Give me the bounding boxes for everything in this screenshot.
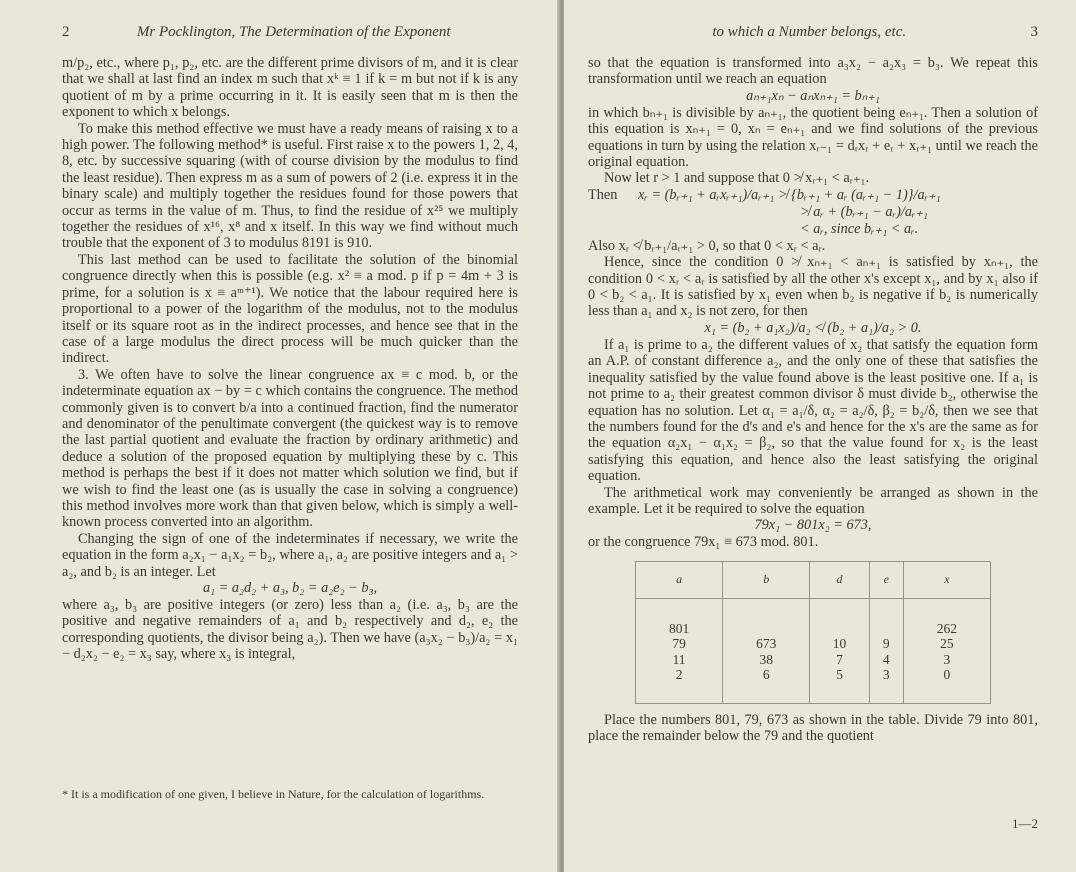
right-equation-3: x₁ = (b₂ + a₁x₂)/a₂ ≮ (b₂ + a₁)/a₂ > 0.: [704, 319, 922, 336]
table-cell: 262: [903, 621, 990, 637]
table-cell: 79: [636, 636, 723, 652]
table-row: [636, 652, 991, 668]
right-equation-2a-text: xᵣ = (bᵣ₊₁ + aᵣxᵣ₊₁)/aᵣ₊₁ ≯ {bᵣ₊₁ + aᵣ (aᵣ₊₁ − 1)}/aᵣ₊₁: [638, 186, 941, 203]
right-paragraph-7: The arithmetical work may conveniently be arranged as shown in the example. Let it be required to solve the equation: [588, 484, 1038, 517]
table-row: [636, 636, 991, 652]
table-cell: 4: [869, 652, 903, 668]
left-paragraph-1: m/p₂, etc., where p₁, p₂, etc. are the different prime divisors of m, and it is clear that we shall at last find an index m such that xᵏ ≡ 1 if k = m but not if k is any quotient of m by a prime occurring in it. It is easily seen that m is then the exponent to which x belongs.: [62, 55, 518, 121]
right-equation-2c-text: < aᵣ, since bᵣ₊₁ < aᵣ.: [800, 220, 919, 237]
table-header-cell: d: [810, 561, 869, 598]
right-paragraph-2: in which bₙ₊₁ is divisible by aₙ₊₁, the quotient being eₙ₊₁. Then a solution of this equation is xₙ₊₁ = 0, xₙ = eₙ₊₁ and we find solutions of the previous equations in turn by using the relation xᵣ₋₁ = dᵣxᵣ + eᵣ + xᵣ₊₁ until we reach the original equation.: [588, 104, 1038, 171]
table-header-cell: e: [869, 561, 903, 598]
right-equation-1: aₙ₊₁xₙ − aₙxₙ₊₁ = bₙ₊₁: [746, 87, 880, 104]
left-paragraph-6: where a₃, b₃ are positive integers (or zero) less than a₂ (i.e. a₃, b₃ are the positive and negative remainders of a₁ and b₂ respectively and d₂, e₂ the corresponding quotients, the divisor being a₂). Then we have (a₃x₂ − b₃)/a₂ = x₁ − d₂x₂ − e₂ = x₃ say, where x₃ is integral,: [62, 597, 518, 663]
left-paragraph-5: Changing the sign of one of the indeterminates if necessary, we write the equation in the form a₂x₁ − a₁x₂ = b₂, where a₁, a₂ are positive integers and a₁ > a₂, and b₂ is an integer. Let: [62, 530, 518, 580]
table-cell: 10: [810, 636, 869, 652]
table-spacer-row: [636, 598, 991, 621]
right-equation-4: 79x₁ − 801x₂ = 673,: [754, 517, 872, 534]
table-cell: 673: [723, 636, 810, 652]
worked-example-table: [635, 561, 991, 704]
table-cell: 11: [636, 652, 723, 668]
table-cell: 25: [903, 636, 990, 652]
right-paragraph-8: or the congruence 79x₁ ≡ 673 mod. 801.: [588, 534, 819, 551]
then-label: Then: [588, 186, 618, 203]
table-cell: [723, 621, 810, 637]
right-page-number: 3: [1030, 24, 1038, 40]
right-paragraph-3: Now let r > 1 and suppose that 0 ≯ xᵣ₊₁ < aᵣ₊₁.: [604, 170, 870, 187]
right-page: [564, 0, 1076, 872]
table-cell: 38: [723, 652, 810, 668]
table-header-row: [636, 561, 991, 598]
right-paragraph-1: so that the equation is transformed into a₃x₂ − a₂x₃ = b₃. We repeat this transformation until we reach an equation: [588, 55, 1038, 88]
left-paragraph-4: 3. We often have to solve the linear congruence ax ≡ c mod. b, or the indeterminate equation ax − by = c which contains the congruence. The method commonly given is to convert b/a into a continued fraction, find the numerator and denominator of the penultimate convergent (the quickest way is to remove the last partial quotient and evaluate the fraction by ordinary arithmetic) and deduce a solution of the proposed equation by multiplying these by c. This method is perhaps the best if it does not matter which solution we find, but if we wish to find the least one (as is usually the case in solving a congruence) this method involves more work than that given below, which is simply a well-known process converted into an algorithm.: [62, 366, 518, 531]
right-paragraph-9: Place the numbers 801, 79, 673 as shown in the table. Divide 79 into 801, place the remainder below the 79 and the quotient: [588, 711, 1038, 745]
right-equation-2b-text: ≯ aᵣ + (bᵣ₊₁ − aᵣ)/aᵣ₊₁: [800, 203, 929, 220]
right-equation-2c: [588, 221, 1038, 238]
table-cell: 0: [903, 667, 990, 703]
left-paragraph-3: This last method can be used to facilitate the solution of the binomial congruence directly when this is possible (e.g. x² ≡ a mod. p if p = 4m + 3 is prime, for a solution is x ≡ aᵐ⁺¹). We notice that the labour required here is proportional to a power of the logarithm of the modulus, not to the modulus itself or its square root as in the indirect processes, and hence see that in the case of a large modulus the direct process will be much quicker than the indirect.: [62, 251, 518, 367]
table-cell: 2: [636, 667, 723, 703]
table-cell: 6: [723, 667, 810, 703]
left-running-head: Mr Pocklington, The Determination of the Exponent: [136, 24, 451, 40]
signature-mark: 1—2: [1012, 816, 1038, 831]
left-equation-1: a₁ = a₂d₂ + a₃, b₂ = a₂e₂ − b₃,: [202, 580, 378, 596]
left-header: [62, 24, 518, 44]
footnote: * It is a modification of one given, I believe in Nature, for the calculation of logarithms.: [62, 787, 485, 801]
right-equation-2b: [588, 204, 1038, 221]
table-cell: 3: [903, 652, 990, 668]
table-cell: [810, 621, 869, 637]
table-cell: 9: [869, 636, 903, 652]
table-cell: 801: [636, 621, 723, 637]
table-cell: 3: [869, 667, 903, 703]
table-header-cell: a: [636, 561, 723, 598]
right-running-head: to which a Number belongs, etc.: [712, 24, 907, 40]
right-paragraph-6: If a₁ is prime to a₂ the different values of x₂ that satisfy the equation form an A.P. of constant difference a₂, and the only one of these that satisfies the inequality satisfied by the value found above is the least positive one. If a₁ is not prime to a₂ their greatest common divisor δ must divide b₂, otherwise the equation has no solution. Let α₁ = a₁/δ, α₂ = a₂/δ, β₂ = b₂/δ, then we see that the numbers found for the d's and e's and hence for the x's are the same as for the equation α₂x₁ − α₁x₂ = β₂, so that the value found for x₂ is the least satisfying this equation, and hence also the least satisfying the original equation.: [588, 336, 1038, 485]
table-row: [636, 667, 991, 703]
table-cell: 7: [810, 652, 869, 668]
table-header-cell: b: [723, 561, 810, 598]
left-page-number: 2: [62, 24, 70, 40]
right-header: [588, 24, 1038, 44]
table-header-cell: x: [903, 561, 990, 598]
table-cell: 5: [810, 667, 869, 703]
table-cell: [869, 621, 903, 637]
right-paragraph-5: Hence, since the condition 0 ≯ xₙ₊₁ < aₙ₊₁ is satisfied by xₙ₊₁, the condition 0 < xᵣ < aᵣ is satisfied by all the other x's except x₁, and by x₁ also if 0 < b₂ < a₁. It is satisfied by x₁ even when b₂ is negative if b₂ is numerically less than a₁ and x₂ is not zero, for then: [588, 254, 1038, 320]
table-row: [636, 621, 991, 637]
right-equation-2a: [588, 187, 1038, 204]
right-paragraph-4: Also xᵣ ≮ bᵣ₊₁/aᵣ₊₁ > 0, so that 0 < xᵣ < aᵣ.: [588, 237, 826, 254]
left-paragraph-2: To make this method effective we must have a ready means of raising x to a high power. The following method* is useful. First raise x to the powers 1, 2, 4, 8, etc. by successive squaring (with of course division by the modulus to find the least residue). Then express m as a sum of powers of 2 (i.e. express it in the binary scale) and multiply together the residues found for those powers that occur as terms in the value of m. Thus, to find the residue of x²⁵ we multiply together the residues of x¹⁶, x⁸ and x itself. In this way we find without much trouble that the exponent of 3 to modulus 8191 is 910.: [62, 120, 518, 252]
